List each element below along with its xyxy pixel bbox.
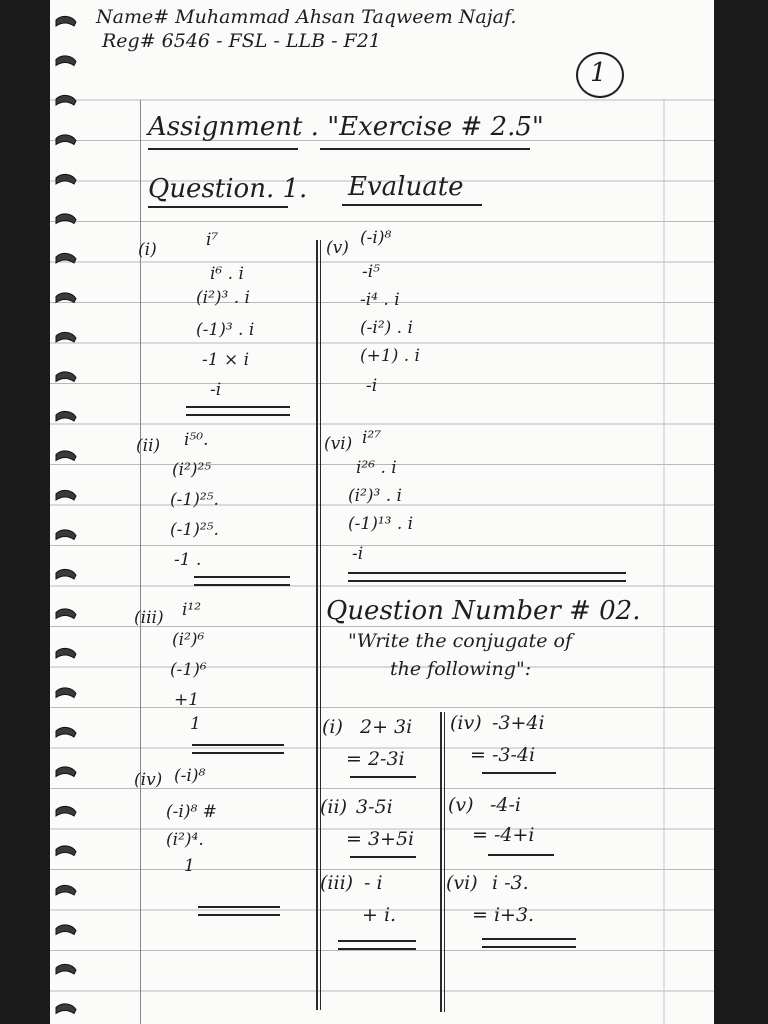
- part-ii-label: (ii): [136, 436, 161, 456]
- notebook-page: [50, 0, 714, 1024]
- answer-double-underline: [186, 406, 290, 416]
- spiral-coil: [56, 135, 76, 145]
- step: (i²)⁶: [172, 630, 205, 650]
- part-vi-label: (vi): [324, 434, 353, 454]
- step: (-i)⁸: [360, 228, 392, 248]
- step: (-1)⁶: [170, 660, 207, 680]
- conjugate-answer: = 2-3i: [346, 748, 405, 770]
- spiral-coil: [56, 372, 76, 382]
- step: (-i)⁸ #: [166, 802, 217, 822]
- registration-number: Reg# 6546 - FSL - LLB - F21: [102, 30, 381, 52]
- spiral-coil: [56, 569, 76, 579]
- spiral-coil: [56, 609, 76, 619]
- spiral-coil: [56, 214, 76, 224]
- step: (-1)³ . i: [196, 320, 255, 340]
- conjugate-label: (v): [448, 794, 474, 816]
- answer-underline: [350, 776, 416, 778]
- step: -i: [366, 376, 378, 396]
- answer-double-underline: [338, 940, 416, 950]
- step: (-1)²⁵.: [170, 520, 219, 540]
- conjugate-column-divider: [444, 712, 445, 1012]
- conjugate-expression: 3-5i: [356, 796, 393, 818]
- column-divider: [316, 240, 318, 1010]
- spiral-coil: [56, 95, 76, 105]
- answer-underline: [488, 854, 554, 856]
- column-divider: [320, 240, 321, 1010]
- question1-heading: Question. 1.: [148, 174, 308, 204]
- section-double-underline: [348, 572, 626, 582]
- spiral-coil: [56, 253, 76, 263]
- step: (i²)²⁵: [172, 460, 212, 480]
- conjugate-answer: + i.: [362, 904, 397, 926]
- spiral-coil: [56, 174, 76, 184]
- spiral-coil: [56, 727, 76, 737]
- spiral-binding: [54, 0, 78, 1024]
- spiral-coil: [56, 885, 76, 895]
- page-number: 1: [590, 58, 607, 88]
- spiral-coil: [56, 1004, 76, 1014]
- ruled-lines: [50, 0, 714, 1024]
- question2-instruction: "Write the conjugate of: [348, 630, 572, 652]
- step: (-1)¹³ . i: [348, 514, 414, 534]
- step: -1 .: [174, 550, 202, 570]
- conjugate-column-divider: [440, 712, 442, 1012]
- conjugate-expression: -3+4i: [492, 712, 545, 734]
- spiral-coil: [56, 56, 76, 66]
- step: (+1) . i: [360, 346, 420, 366]
- step: -i: [352, 544, 364, 564]
- answer-underline: [350, 856, 416, 858]
- step: (-1)²⁵.: [170, 490, 219, 510]
- spiral-coil: [56, 490, 76, 500]
- evaluate-heading: Evaluate: [348, 172, 464, 202]
- step: (i²)³ . i: [196, 288, 250, 308]
- spiral-coil: [56, 293, 76, 303]
- answer-double-underline: [194, 576, 290, 586]
- step: i⁷: [206, 230, 219, 250]
- conjugate-label: (vi): [446, 872, 478, 894]
- step: 1: [184, 856, 195, 876]
- title-underline: [148, 148, 298, 150]
- answer-double-underline: [482, 938, 576, 948]
- spiral-coil: [56, 925, 76, 935]
- part-iii-label: (iii): [134, 608, 164, 628]
- conjugate-expression: -4-i: [490, 794, 522, 816]
- question2-instruction: the following":: [390, 658, 532, 680]
- conjugate-answer: = -3-4i: [470, 744, 536, 766]
- spiral-coil: [56, 411, 76, 421]
- conjugate-expression: 2+ 3i: [360, 716, 413, 738]
- conjugate-answer: = -4+i: [472, 824, 535, 846]
- spiral-coil: [56, 767, 76, 777]
- conjugate-label: (iii): [320, 872, 354, 894]
- evaluate-underline: [342, 204, 482, 206]
- spiral-coil: [56, 806, 76, 816]
- step: i²⁶ . i: [356, 458, 397, 478]
- conjugate-label: (i): [322, 716, 343, 738]
- spiral-coil: [56, 688, 76, 698]
- question2-heading: Question Number # 02.: [326, 596, 641, 626]
- step: (-i²) . i: [360, 318, 413, 338]
- step: (-i)⁸: [174, 766, 206, 786]
- step: i²⁷: [362, 428, 382, 448]
- student-name: Name# Muhammad Ahsan Taqweem Najaf.: [96, 6, 517, 28]
- margin-line: [140, 100, 141, 1024]
- question1-underline: [148, 206, 288, 208]
- part-iv-label: (iv): [134, 770, 163, 790]
- conjugate-answer: = i+3.: [472, 904, 535, 926]
- answer-double-underline: [192, 744, 284, 754]
- conjugate-label: (ii): [320, 796, 347, 818]
- step: (i²)³ . i: [348, 486, 402, 506]
- answer-double-underline: [198, 906, 280, 916]
- answer-underline: [482, 772, 556, 774]
- step: -i⁵: [362, 262, 380, 282]
- conjugate-label: (iv): [450, 712, 482, 734]
- step: 1: [190, 714, 201, 734]
- part-i-label: (i): [138, 240, 157, 260]
- conjugate-answer: = 3+5i: [346, 828, 415, 850]
- spiral-coil: [56, 964, 76, 974]
- step: i⁶ . i: [210, 264, 244, 284]
- spiral-coil: [56, 16, 76, 26]
- assignment-title: Assignment . "Exercise # 2.5": [148, 112, 544, 142]
- step: +1: [174, 690, 200, 710]
- step: (i²)⁴.: [166, 830, 204, 850]
- spiral-coil: [56, 332, 76, 342]
- conjugate-expression: - i: [364, 872, 383, 894]
- step: i¹²: [182, 600, 202, 620]
- step: -1 × i: [202, 350, 250, 370]
- part-v-label: (v): [326, 238, 349, 258]
- conjugate-expression: i -3.: [492, 872, 529, 894]
- step: -i: [210, 380, 222, 400]
- step: i⁵⁰.: [184, 430, 209, 450]
- spiral-coil: [56, 648, 76, 658]
- title-underline: [320, 148, 530, 150]
- spiral-coil: [56, 530, 76, 540]
- step: -i⁴ . i: [360, 290, 400, 310]
- spiral-coil: [56, 451, 76, 461]
- spiral-coil: [56, 846, 76, 856]
